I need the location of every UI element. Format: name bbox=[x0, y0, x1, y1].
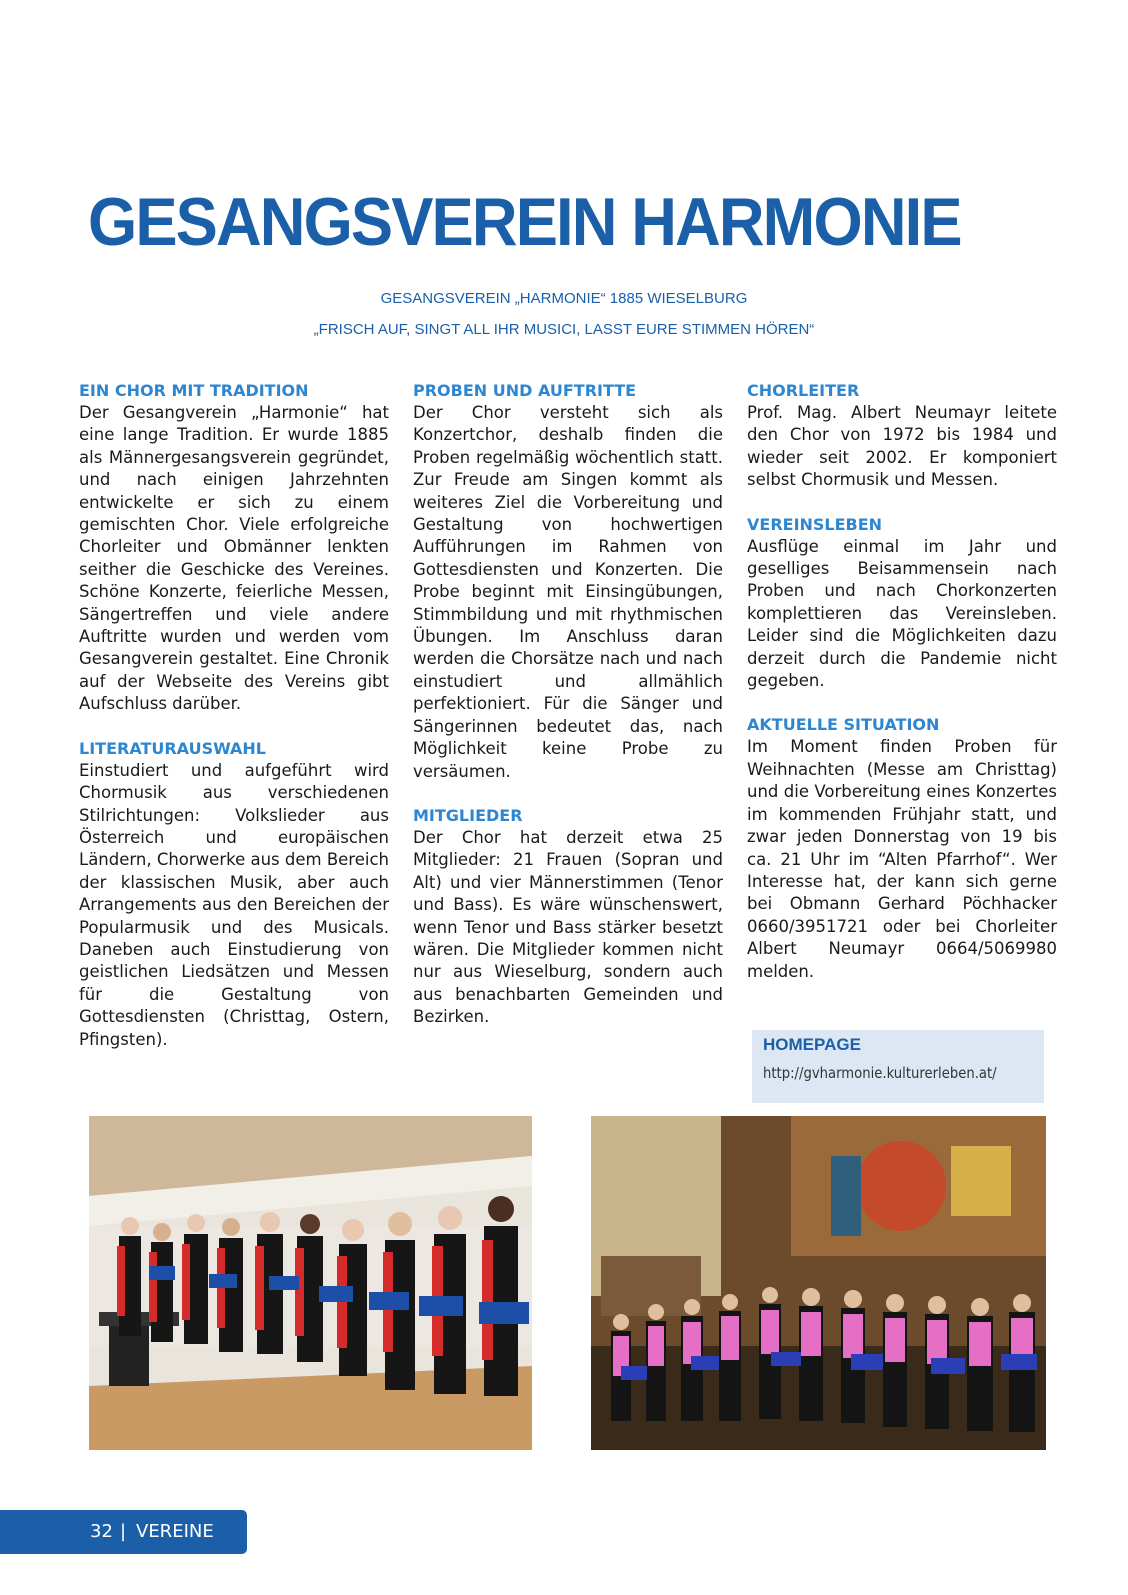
page-title: GESANGSVEREIN HARMONIE bbox=[88, 184, 961, 260]
column-2 bbox=[413, 380, 723, 1051]
heading-tradition: EIN CHOR MIT TRADITION bbox=[79, 381, 309, 400]
column-3 bbox=[747, 380, 1057, 1005]
choir-photo-rehearsal-hall bbox=[89, 1116, 532, 1450]
homepage-label: HOMEPAGE bbox=[763, 1035, 861, 1054]
text-current-situation: Im Moment finden Proben für Weihnachten (Messe am Christtag) und die Vorbereitung eines Konzertes im kommenden Frühjahr statt, und zwar jeden Donnerstag von 19 bis ca. 21 Uhr im “Alten Pfarrhof“. Wer Interesse hat, der kann sich gerne bei Obmann Gerhard Pöchhacker 0660/3951721 oder bei Chorleiter Albert Neumayr 0664/5069980 melden. bbox=[747, 737, 1057, 981]
text-tradition: Der Gesangverein „Harmonie“ hat eine lange Tradition. Er wurde 1885 als Männergesangsverein gegründet, und nach einigen Jahrzehnten entwickelte er sich zu einem gemischten Chor. Viele erfolgreiche Chorleiter und Obmänner lenkten seither die Geschicke des Vereines. Schöne Konzerte, feierliche Messen, Sängertreffen und viele andere Auftritte wurden und werden vom Gesangverein gestaltet. Eine Chronik auf der Webseite des Vereins gibt Aufschluss darüber. bbox=[79, 403, 389, 714]
heading-current-situation: AKTUELLE SITUATION bbox=[747, 715, 940, 735]
page-footer bbox=[0, 1510, 247, 1554]
heading-rehearsals: PROBEN UND AUFTRITTE bbox=[413, 381, 637, 400]
text-club-life: Ausflüge einmal im Jahr und geselliges Beisammensein nach Proben und nach Chorkonzerten komplettieren das Vereinsleben. Leider sind die Möglichkeiten dazu derzeit durch die Pandemie nicht gegeben. bbox=[747, 536, 1057, 691]
text-members: Der Chor hat derzeit etwa 25 Mitglieder: 21 Frauen (Sopran und Alt) und vier Männerstimmen (Tenor und Bass). Es wäre wünschenswert, wenn Tenor und Bass stärker besetzt wären. Die Mitglieder kommen nicht nur aus Wieselburg, sondern auch aus benachbarten Gemeinden und Bezirken. bbox=[413, 827, 723, 1027]
heading-club-life: VEREINSLEBEN bbox=[747, 514, 883, 534]
heading-members: MITGLIEDER bbox=[413, 805, 523, 825]
text-literature: Einstudiert und aufgeführt wird Chormusik aus verschiedenen Stilrichtungen: Volkslieder aus Österreich und europäischen Ländern, Chorwerke aus dem Bereich der klassischen Musik, aber auch Arrangements aus den Bereichen der Popularmusik und des Musicals. Daneben auch Einstudierung von geistlichen Liedsätzen und Messen für die Gestaltung von Gottesdiensten (Christtag, Ostern, Pfingsten). bbox=[79, 760, 389, 1049]
subtitle-club-name: GESANGSVEREIN „HARMONIE“ 1885 WIESELBURG bbox=[380, 290, 748, 307]
text-conductor: Prof. Mag. Albert Neumayr leitete den Chor von 1972 bis 1984 und wieder seit 2002. Er komponiert selbst Chormusik und Messen. bbox=[747, 403, 1057, 490]
heading-literature: LITERATURAUSWAHL bbox=[79, 738, 266, 758]
page-number: 32 bbox=[90, 1521, 113, 1542]
footer-separator: | bbox=[120, 1521, 127, 1542]
column-1 bbox=[79, 380, 389, 1073]
section-label: VEREINE bbox=[136, 1521, 214, 1542]
text-rehearsals: Der Chor versteht sich als Konzertchor, deshalb finden die Proben regelmäßig wöchentlich statt. Zur Freude am Singen kommt als weiteres Ziel die Vorbereitung und Gestaltung von hochwertigen Aufführungen im Rahmen von Gottesdiensten und Konzerten. Die Probe beginnt mit Einsingübungen, Stimmbildung und mit rhythmischen Übungen. Im Anschluss daran werden die Chorsätze nach und nach einstudiert und allmählich perfektioniert. Für die Sänger und Sängerinnen bedeutet das, nach Möglichkeit keine Probe zu versäumen. bbox=[413, 403, 723, 781]
heading-conductor: CHORLEITER bbox=[747, 381, 860, 400]
choir-photo-church-concert bbox=[591, 1116, 1046, 1450]
homepage-link[interactable]: http://gvharmonie.kulturerleben.at/ bbox=[763, 1064, 997, 1082]
subtitle-motto: „FRISCH AUF, SINGT ALL IHR MUSICI, LASST EURE STIMMEN HÖREN“ bbox=[313, 321, 815, 338]
homepage-box bbox=[752, 1030, 1044, 1103]
